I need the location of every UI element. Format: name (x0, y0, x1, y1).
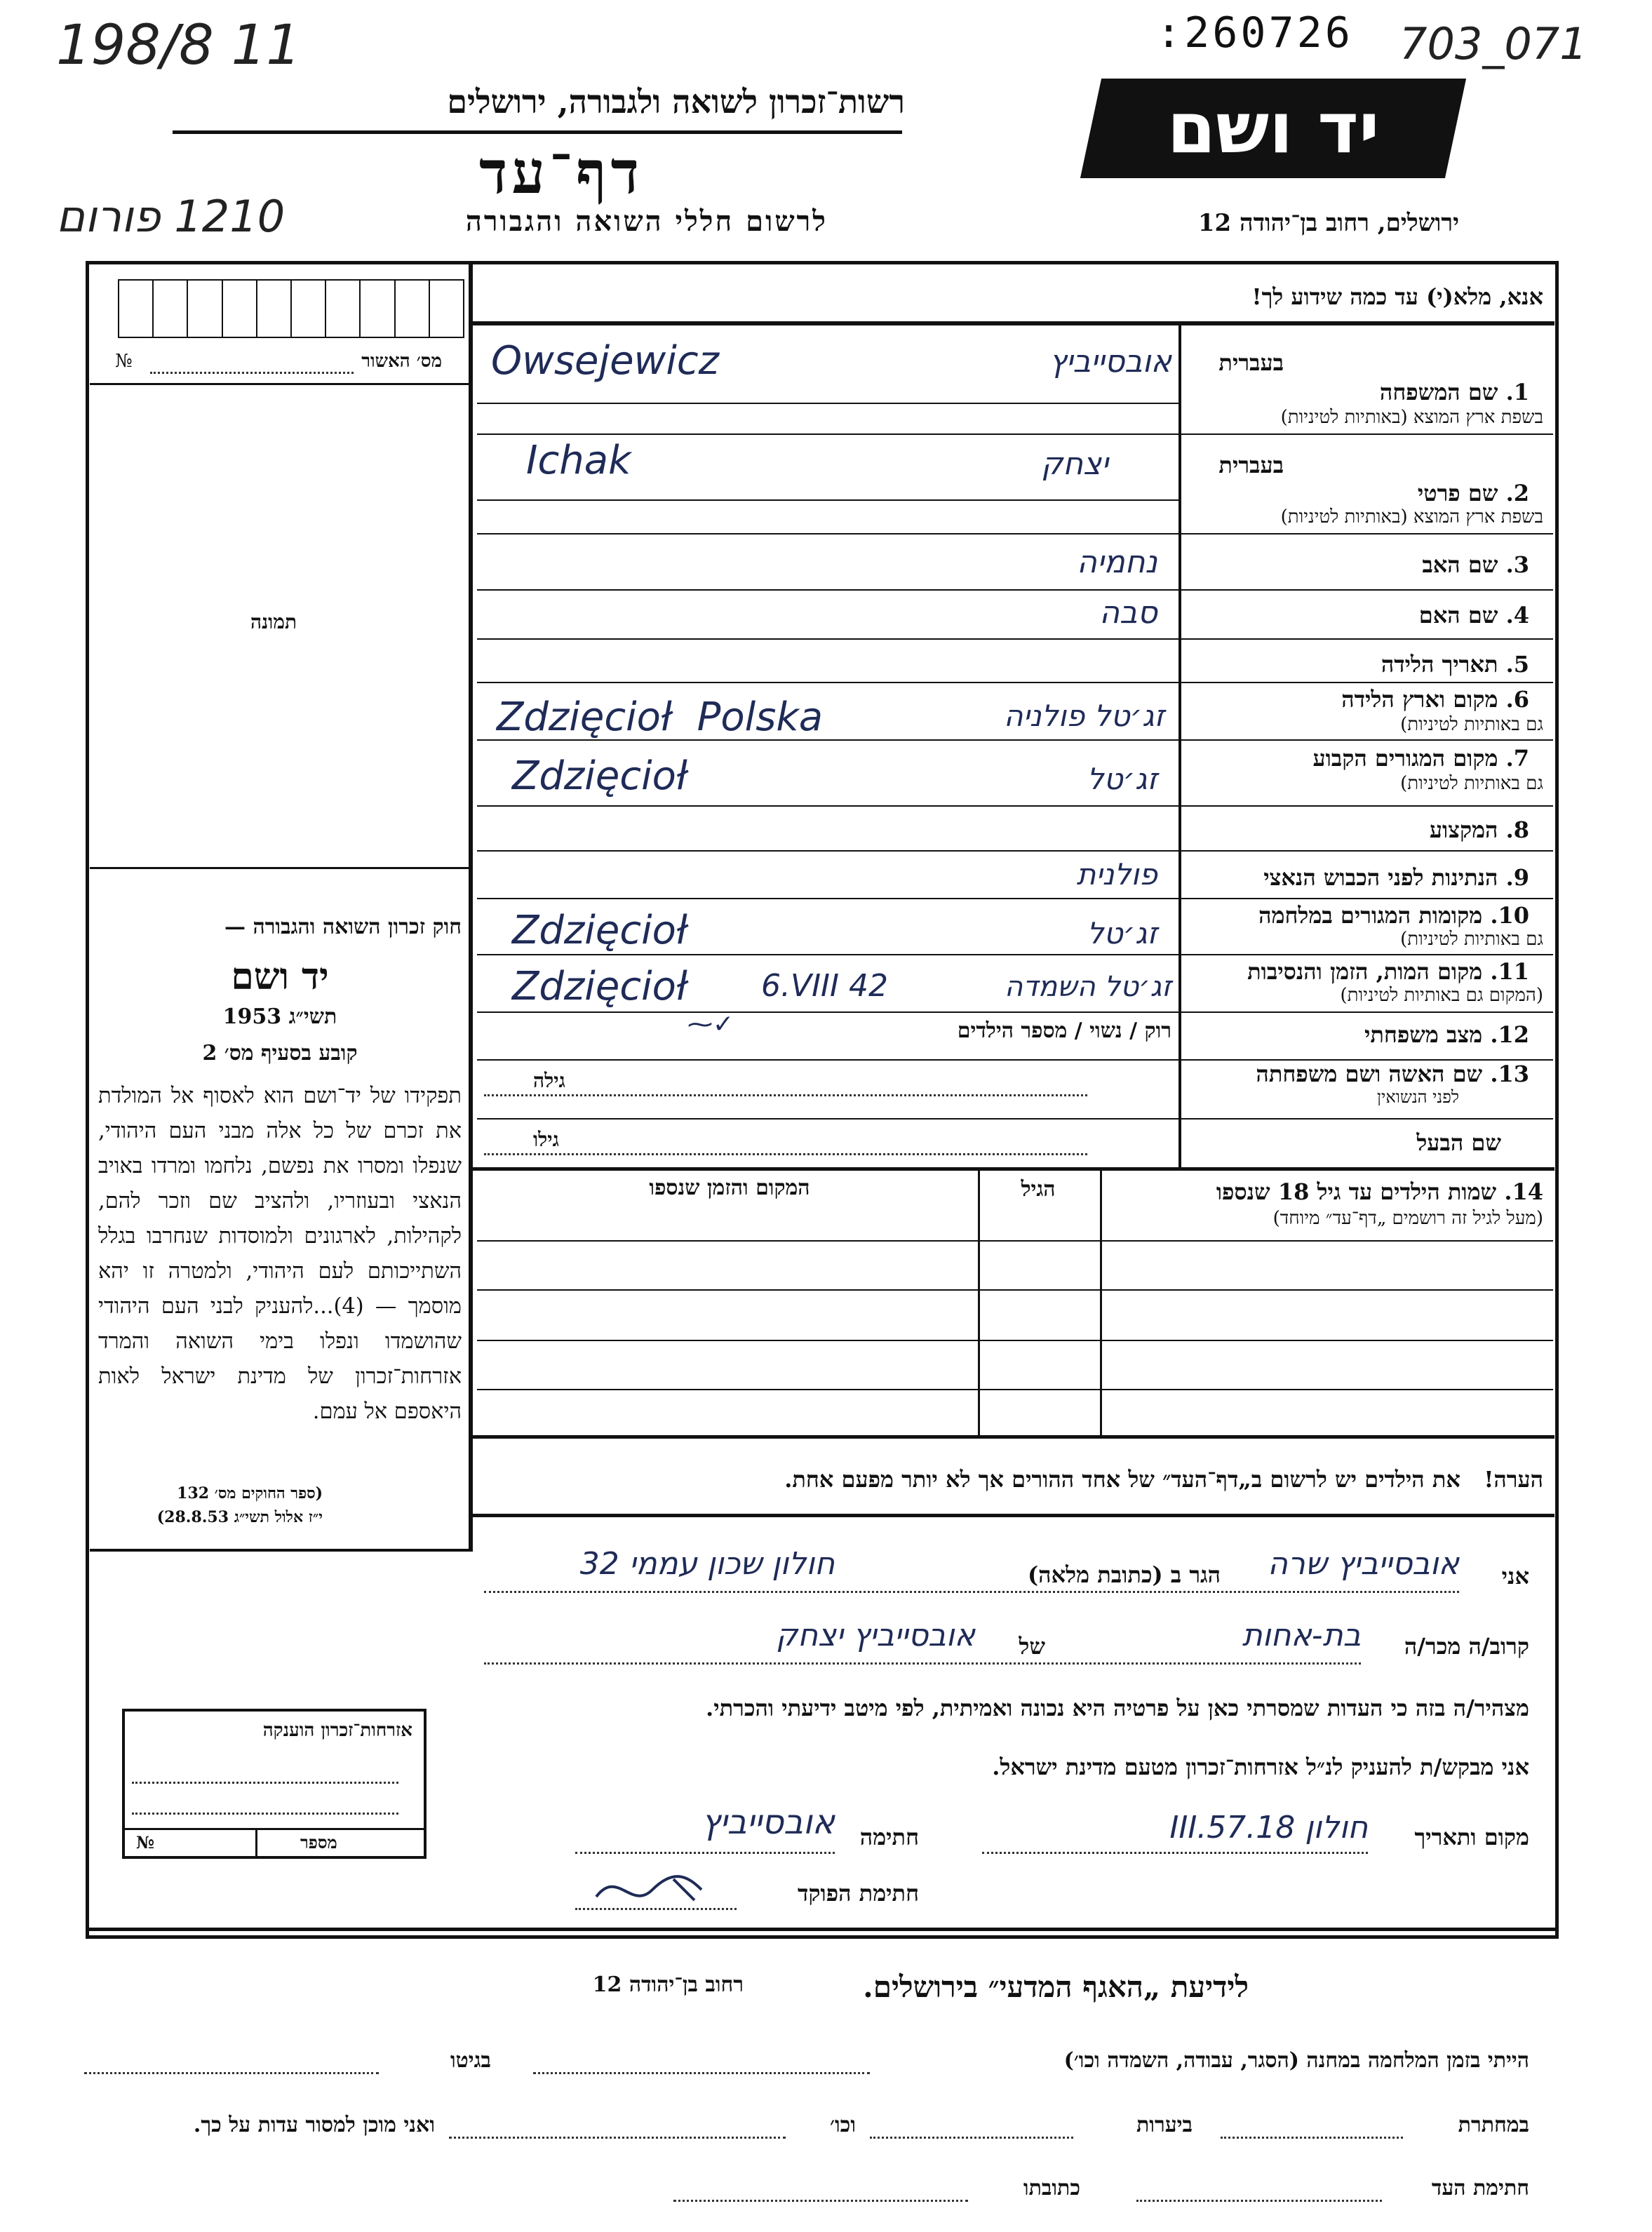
law-ref-2: י״ז אלול תשי״ג 28.8.53) (156, 1508, 323, 1526)
field-2-label: 2. שם פרטי (1417, 480, 1529, 506)
children-title: 14. שמות הילדים עד גיל 18 שנספו (1216, 1178, 1543, 1205)
field-13-sublabel: לפני הנשואין (1376, 1087, 1459, 1107)
footer-separator (86, 1928, 1559, 1931)
field-7-sublabel: גם באותיות לטיניות) (1400, 773, 1543, 794)
residence-hebrew[interactable]: זג׳טל (1087, 762, 1157, 796)
photo-label: תמונה (250, 610, 297, 633)
footer-forests-field[interactable] (870, 2137, 1073, 2139)
children-age-header: הגיל (1021, 1177, 1056, 1202)
in-hebrew-2: בעברית (1218, 452, 1284, 478)
place-date-value[interactable]: חולון 18.III.57 (1169, 1810, 1368, 1846)
field-11-sublabel: (המקום גם באותיות לטיניות) (1340, 985, 1543, 1006)
approval-slots (118, 279, 464, 338)
decl-relation-value[interactable]: בת-אחות (1242, 1618, 1361, 1653)
birth-place-hebrew[interactable]: זג׳טל פולניה (1004, 699, 1164, 733)
citizenship-number-label: מספר (300, 1832, 337, 1853)
footer-address-field[interactable] (673, 2200, 968, 2202)
marital-checkmark: ⁓✓ (687, 1010, 734, 1039)
law-ref-1: (ספר החוקים מס׳ 132 (177, 1484, 323, 1502)
authority-title: רשות־זכרון לשואה ולגבורה, ירושלים (447, 83, 905, 121)
left-panel-bottom (90, 1549, 473, 1552)
header-address: ירושלים, רחוב בן־יהודה 12 (1197, 209, 1459, 237)
footer-line2-b: ביערות (1136, 2113, 1193, 2137)
field-6-sublabel: גם באותיות לטיניות) (1400, 714, 1543, 735)
field-11-label: 11. מקום המות, הזמן והנסיבות (1247, 958, 1529, 985)
nationality-value[interactable]: פולנית (1076, 857, 1157, 892)
field-10-label: 10. מקומות המגורים במלחמה (1258, 902, 1529, 929)
citizenship-box-title: אזרחות־זכרון הוענקה (262, 1720, 412, 1741)
footer-address: רחוב בן־יהודה 12 (592, 1972, 744, 1997)
handwritten-top-left: 198/8 11 (56, 14, 301, 77)
birth-date-value[interactable] (484, 644, 1171, 678)
official-signature-label: חתימת הפוקד (798, 1880, 919, 1907)
law-year: תשי״ג 1953 (222, 1004, 337, 1029)
field-4-label: 4. שם האם (1418, 602, 1529, 628)
official-signature-line (575, 1908, 737, 1910)
field-2-sublabel: בשפת ארץ המוצא (באותיות לטיניות) (1280, 506, 1543, 527)
footer-line1-b: בגיטו (450, 2048, 491, 2073)
field-6-label: 6. מקום וארץ הלידה (1341, 686, 1529, 713)
approval-separator (90, 383, 469, 385)
in-hebrew-1: בעברית (1218, 349, 1284, 376)
yad-vashem-logo (1080, 79, 1466, 178)
signature-label: חתימה (859, 1824, 919, 1850)
field-7-label: 7. מקום המגורים הקבוע (1312, 745, 1529, 772)
decl-of-label: של (1019, 1633, 1045, 1660)
footer-line2-a: במחתרת (1458, 2113, 1529, 2137)
husband-label: שם הבעל (1416, 1129, 1501, 1156)
field-3-label: 3. שם האב (1422, 551, 1529, 578)
footer-ghetto-field[interactable] (84, 2072, 379, 2074)
field-8-label: 8. המקצוע (1429, 816, 1529, 843)
law-title: חוק זכרון השואה והגבורה — (224, 915, 462, 939)
approval-label: מס׳ האשור (361, 351, 442, 372)
footer-attention: לידיעת „האגף המדעי״ בירושלים. (863, 1970, 1249, 2004)
signature-value[interactable]: אובסייביץ (701, 1803, 835, 1842)
footer-etc-field[interactable] (449, 2137, 786, 2139)
marital-options[interactable]: רוק / נשוי / מספר הילדים (957, 1018, 1171, 1043)
authority-underline (173, 130, 902, 134)
children-bottom-border (473, 1435, 1554, 1439)
instruction-underline (473, 321, 1554, 325)
approval-number-field[interactable] (150, 372, 354, 374)
footer-line1-a: הייתי בזמן המלחמה במחנה (הסגר, עבודה, השמדה וכו׳) (1063, 2048, 1529, 2073)
decl-address-value[interactable]: חולון שכון עממי 32 (579, 1546, 835, 1582)
footer-line2-c: וכו׳ (830, 2113, 856, 2137)
stamp-number: :260726 (1156, 8, 1353, 58)
husband-name-field[interactable] (484, 1153, 1087, 1155)
approval-no-symbol: № (115, 351, 133, 372)
citizenship-line-1[interactable] (132, 1782, 398, 1784)
footer-witness-signature-field[interactable] (1136, 2200, 1382, 2202)
wife-name-field[interactable] (484, 1094, 1087, 1096)
law-name: יד ושם (231, 955, 329, 998)
citizenship-box (122, 1709, 427, 1859)
decl-i-label: אני (1501, 1563, 1529, 1589)
footer-underground-field[interactable] (1221, 2137, 1403, 2139)
field-5-label: 5. תאריך הלידה (1381, 651, 1529, 678)
form-subtitle: לרשום חללי השואה והגבורה (465, 205, 828, 238)
decl-line-1 (484, 1591, 1459, 1593)
law-clause: קובע בסעיף מס׳ 2 (202, 1041, 358, 1065)
form-title: דף־עד (478, 137, 643, 207)
children-top-border (473, 1167, 1554, 1171)
decl-of-value[interactable]: אובסייביץ יצחק (776, 1618, 975, 1653)
war-residence-latin[interactable]: Zdzięcioł (512, 908, 688, 953)
death-place-hebrew[interactable]: זג׳טל השמדה (1005, 971, 1171, 1003)
official-signature-mark[interactable] (589, 1869, 730, 1911)
field-12-label: 12. מצב משפחתי (1364, 1021, 1529, 1048)
handwritten-side: 1210 פורום (56, 191, 286, 242)
firstname-hebrew[interactable]: יצחק (1041, 446, 1108, 482)
field-1-sublabel: בשפת ארץ המוצא (באותיות לטיניות) (1280, 407, 1543, 428)
field-1-label: 1. שם המשפחה (1379, 379, 1529, 405)
remark: הערה! את הילדים יש לרשום ב„דף־העד״ של אחד ההורים אך לא יותר מפעם אחת. (784, 1466, 1543, 1493)
law-text: תפקידו של יד־ושם הוא לאסוף אל המולדת את זכרם של כל אלה מבני העם היהודי, שנפלו ומסרו את נפשם, נלחמו ומרדו באויב הנאצי ובעוזריו, ולהציב שם וזכר להם, לקהילות, לארגונים ולמוסדות שנחרבו בגלל השתייכותם לעם היהודי, ולמטרה זו יהא מוסמך — (4)...להעניק לבני העם היהודי שהושמדו ונפלו בימי השואה והמרד אזרחות־זכרון של מדינת ישראל לאות היאספם אל עמם. (98, 1084, 462, 1424)
decl-request: אני מבקש/ת להעניק לנ״ל אזרחות־זכרון מטעם מדינת ישראל. (992, 1754, 1529, 1780)
photo-separator (90, 867, 469, 869)
decl-relative-label: קרוב/ה מכר/ה (1404, 1633, 1529, 1660)
decl-resides-label: הגר ב (כתובת מלאה) (1028, 1561, 1221, 1588)
signature-line (575, 1852, 835, 1854)
surname-hebrew[interactable]: אובסייביץ (1049, 344, 1171, 379)
residence-latin[interactable]: Zdzięcioł (512, 753, 688, 799)
place-date-label: מקום ותאריך (1414, 1824, 1529, 1850)
label-column-divider (1178, 325, 1181, 1169)
wife-age-label: גילה (533, 1069, 565, 1092)
mother-name[interactable]: סבה (1099, 595, 1157, 631)
footer-line3-a: חתימת העד (1431, 2176, 1529, 2200)
handwritten-ref: 703_071 (1399, 18, 1587, 69)
firstname-latin[interactable]: Ichak (526, 438, 631, 483)
surname-latin[interactable]: Owsejewicz (491, 338, 720, 384)
children-table-body[interactable] (477, 1242, 1553, 1435)
field-13-label: 13. שם האשה ושם משפחתה (1256, 1061, 1529, 1087)
logo-text: יד ושם (1167, 87, 1380, 169)
footer-line3-b: כתובתו (1023, 2176, 1080, 2200)
footer-line2-d: ואני מוכן למסור עדות על כך. (193, 2113, 435, 2137)
place-date-line (982, 1852, 1368, 1854)
death-date[interactable]: 6.VIII 42 (761, 968, 888, 1004)
profession-value[interactable] (484, 811, 1171, 846)
footer-camp-field[interactable] (533, 2072, 870, 2074)
father-name[interactable]: נחמיה (1077, 544, 1157, 580)
birth-place-latin[interactable]: Zdzięcioł Polska (497, 694, 824, 740)
decl-line-2 (484, 1662, 1361, 1665)
children-place-header: המקום והזמן שנספו (649, 1176, 810, 1200)
death-place-latin[interactable]: Zdzięcioł (512, 964, 688, 1009)
remark-bottom-border (473, 1514, 1554, 1517)
citizenship-number-symbol: № (136, 1832, 155, 1853)
field-10-sublabel: גם באותיות לטיניות) (1400, 929, 1543, 950)
children-note: (מעל לגיל זה רושמים „דף־עד״ מיוחד) (1272, 1208, 1543, 1229)
citizenship-line-2[interactable] (132, 1813, 398, 1815)
war-residence-hebrew[interactable]: זג׳טל (1087, 916, 1157, 950)
field-9-label: 9. הנתינות לפני הכבוש הנאצי (1263, 864, 1529, 891)
decl-statement: מצהיר/ה בזה כי העדות שמסרתי כאן על פרטיה היא נכונה ואמיתית, לפי מיטב ידיעתי והכרתי. (706, 1695, 1529, 1721)
left-panel-divider (469, 261, 473, 1552)
decl-name-value[interactable]: אובסייביץ שרה (1268, 1546, 1459, 1582)
husband-age-label: גילו (533, 1128, 559, 1151)
instruction: אנא, מלא(י) עד כמה שידוע לך! (1251, 283, 1543, 310)
